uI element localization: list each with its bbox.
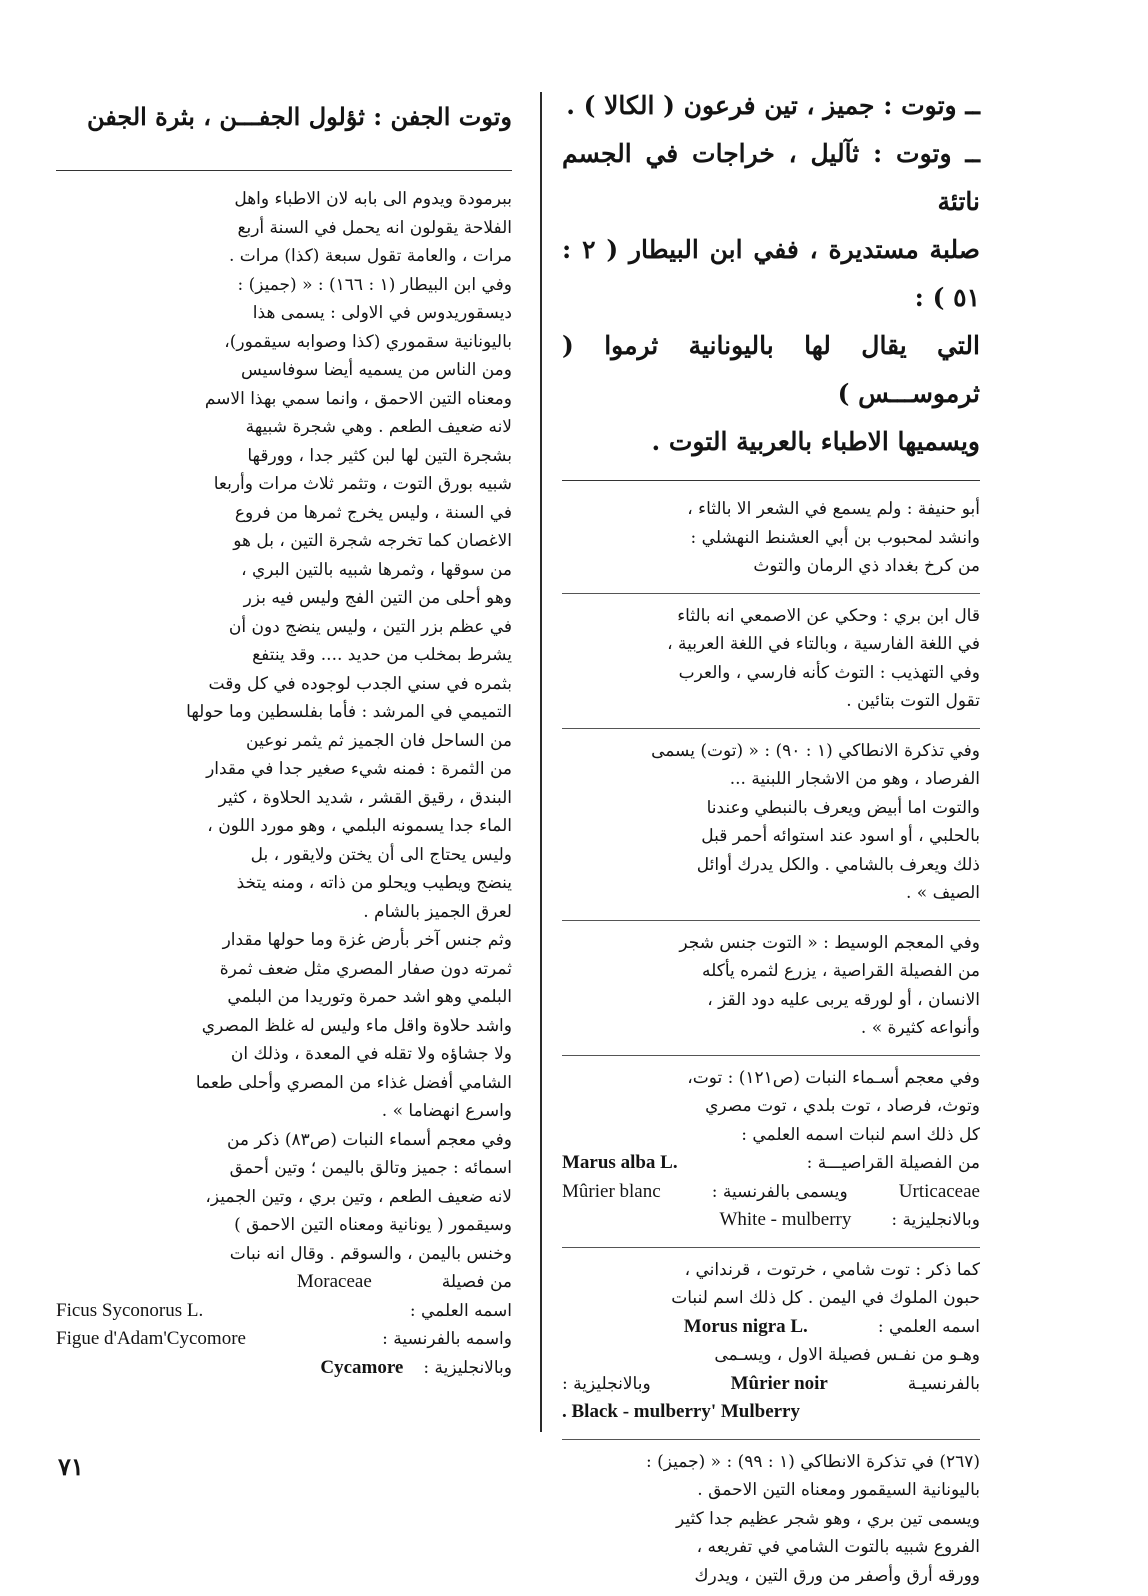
text-line: ديسقوريدوس في الاولى : يسمى هذا xyxy=(56,299,512,328)
right-header-line: ويسميها الاطباء بالعربية التوت . xyxy=(562,418,980,466)
english-label: وبالانجليزية : xyxy=(891,1206,980,1235)
text-line xyxy=(56,1325,512,1354)
sci-label: اسمه العلمي : xyxy=(878,1313,980,1342)
paragraph-ibn-barri xyxy=(562,598,980,722)
text-line: البندق ، رقيق القشر ، شديد الحلاوة ، كثير xyxy=(56,784,512,813)
text-line: ببرمودة ويدوم الى بابه لان الاطباء واهل xyxy=(56,185,512,214)
text-line: حبون الملوك في اليمن . كل ذلك اسم لنبات xyxy=(562,1284,980,1313)
latin-name: Mûrier blanc xyxy=(562,1178,661,1207)
header-rule xyxy=(56,170,512,171)
paragraph-antaki xyxy=(562,733,980,914)
text-line xyxy=(562,1313,980,1342)
text-line: الماء جدا يسمونه البلمي ، وهو مورد اللون ، xyxy=(56,812,512,841)
right-header-line: التي يقال لها باليونانية ثرموا ( ثرموســـس ) xyxy=(562,322,980,418)
page-number: ٧١ xyxy=(58,1452,84,1481)
left-body xyxy=(56,185,512,1382)
text-line: وهو أحلى من التين الفج وليس فيه بزر xyxy=(56,584,512,613)
text-line: من الفصيلة القراصية ، يزرع لثمره يأكله xyxy=(562,957,980,986)
text-line: وتوث، فرصاد ، توت بلدي ، توت مصري xyxy=(562,1092,980,1121)
text-line: من سوقها ، وثمرها شبيه بالتين البري ، xyxy=(56,556,512,585)
latin-name: Urticaceae xyxy=(899,1178,980,1207)
text-line: اسمائه : جميز وتالق باليمن ؛ وتين أحمق xyxy=(56,1154,512,1183)
text-line: ومن الناس من يسميه أيضا سوفاسيس xyxy=(56,356,512,385)
text-line: من الساحل فان الجميز ثم يثمر نوعين xyxy=(56,727,512,756)
paragraph-abu-hanifa xyxy=(562,491,980,587)
footnote-267 xyxy=(562,1444,980,1596)
text-line: واسرع انهضاما » . xyxy=(56,1097,512,1126)
text-line: شبيه بورق التوت ، وتثمر ثلاث مرات وأربعا xyxy=(56,470,512,499)
text-line: من كرخ بغداد ذي الرمان والتوث xyxy=(562,552,980,581)
latin-name: Moraceae xyxy=(297,1268,372,1297)
text-line: أبو حنيفة : ولم يسمع في الشعر الا بالثاء ، xyxy=(562,495,980,524)
latin-name: Morus nigra L. xyxy=(684,1313,808,1342)
text-line: وفي معجم أسماء النبات (ص٨٣) ذكر من xyxy=(56,1126,512,1155)
text-line: ويسمى تين بري ، وهو شجر عظيم جدا كثير xyxy=(562,1505,980,1534)
right-header xyxy=(562,82,980,466)
text-line: بشجرة التين لها لبن كثير جدا ، وورقها xyxy=(56,442,512,471)
text-line xyxy=(562,1178,980,1207)
text-line xyxy=(562,1398,980,1427)
paragraph-shami xyxy=(562,1252,980,1433)
latin-name: . Black - mulberry' Mulberry xyxy=(562,1398,800,1427)
right-column xyxy=(562,82,980,1596)
text-line: وسيقمور ( يونانية ومعناه التين الاحمق ) xyxy=(56,1211,512,1240)
text-line: (٢٦٧) في تذكرة الانطاكي (١ : ٩٩) : « (جميز) : xyxy=(562,1448,980,1477)
family-label: من الفصيلة القراصيـــة : xyxy=(807,1149,980,1178)
separator xyxy=(562,1439,980,1440)
text-line: واشد حلاوة واقل ماء وليس له غلظ المصري xyxy=(56,1012,512,1041)
text-line: في السنة ، وليس يخرج ثمرها من فروع xyxy=(56,499,512,528)
text-line: والتوت اما أبيض ويعرف بالنبطي وعندنا xyxy=(562,794,980,823)
text-line: باليونانية سقموري (كذا وصوابه سيقمور)، xyxy=(56,328,512,357)
latin-name: Marus alba L. xyxy=(562,1149,678,1178)
text-line: الفلاحة يقولون انه يحمل في السنة أربع xyxy=(56,214,512,243)
text-line: وليس يحتاج الى أن يختن ولايقور ، بل xyxy=(56,841,512,870)
right-header-line: ــ وتوت : ثآليل ، خراجات في الجسم ناتئة xyxy=(562,130,980,226)
text-line: لعرق الجميز بالشام . xyxy=(56,898,512,927)
latin-name: Ficus Syconorus L. xyxy=(56,1297,203,1326)
text-line: مرات ، والعامة تقول سبعة (كذا) مرات . xyxy=(56,242,512,271)
right-header-line: ــ وتوت : جميز ، تين فرعون ( الكالا ) . xyxy=(562,82,980,130)
sci-label: اسمه العلمي : xyxy=(410,1297,512,1326)
text-line: الانسان ، أو لورقه يربى عليه دود القز ، xyxy=(562,986,980,1015)
header-rule xyxy=(562,480,980,481)
text-line: وثم جنس آخر بأرض غزة وما حولها مقدار xyxy=(56,926,512,955)
latin-name: Cycamore xyxy=(320,1354,403,1383)
separator xyxy=(562,593,980,594)
english-label: وبالانجليزية : xyxy=(423,1354,512,1383)
text-line: وفي تذكرة الانطاكي (١ : ٩٠) : « (توت) يسمى xyxy=(562,737,980,766)
french-label: واسمه بالفرنسية : xyxy=(382,1325,512,1354)
text-line: وفي معجم أسـماء النبات (ص١٢١) : توت، xyxy=(562,1064,980,1093)
text-line: وخنس باليمن ، والسوقم . وقال انه نبات xyxy=(56,1240,512,1269)
text-line xyxy=(562,1149,980,1178)
text-line: وهـو من نفـس فصيلة الاول ، ويسـمى xyxy=(562,1341,980,1370)
text-line: تقول التوت بتائين . xyxy=(562,687,980,716)
left-header xyxy=(56,94,512,140)
text-line: بثمره في سني الجدب لوجوده في كل وقت xyxy=(56,670,512,699)
text-line: الفروع شبيه بالتوت الشامي في تفريعه ، xyxy=(562,1533,980,1562)
text-line: وأنواعه كثيرة » . xyxy=(562,1014,980,1043)
paragraph-plant-names xyxy=(562,1060,980,1241)
text-line xyxy=(562,1206,980,1235)
text-line xyxy=(56,1268,512,1297)
text-line: ومعناه التين الاحمق ، وانما سمي بهذا الاسم xyxy=(56,385,512,414)
text-line: قال ابن بري : وحكي عن الاصمعي انه بالثاء xyxy=(562,602,980,631)
text-line: وورقه أرق وأصفر من ورق التين ، ويدرك xyxy=(562,1562,980,1591)
text-line: كما ذكر : توت شامي ، خرتوت ، قرنداني ، xyxy=(562,1256,980,1285)
text-line: بالحلبي ، أو اسود عند استوائه أحمر قبل xyxy=(562,822,980,851)
latin-name: Figue d'Adam'Cycomore xyxy=(56,1325,246,1354)
latin-name: Mûrier noir xyxy=(731,1370,828,1399)
text-line: وفي المعجم الوسيط : « التوت جنس شجر xyxy=(562,929,980,958)
text-line: وانشد لمحبوب بن أبي العشنط النهشلي : xyxy=(562,524,980,553)
text-line: من الثمرة : فمنه شيء صغير جدا في مقدار xyxy=(56,755,512,784)
text-line: البلمي وهو اشد حمرة وتوريدا من البلمي xyxy=(56,983,512,1012)
paragraph-wasit xyxy=(562,925,980,1049)
family-label: من فصيلة xyxy=(442,1268,512,1297)
text-line: باليونانية السيقمور ومعناه التين الاحمق . xyxy=(562,1476,980,1505)
english-label: وبالانجليزية : xyxy=(562,1370,651,1399)
text-line: الصيف » . xyxy=(562,879,980,908)
separator xyxy=(562,1055,980,1056)
separator xyxy=(562,1247,980,1248)
text-line: ينضج ويطيب ويحلو من ذاته ، ومنه يتخذ xyxy=(56,869,512,898)
right-body xyxy=(562,491,980,1596)
text-line xyxy=(562,1370,980,1399)
text-line: ذلك ويعرف بالشامي . والكل يدرك أوائل xyxy=(562,851,980,880)
text-line: لانه ضعيف الطعم . وهي شجرة شبيهة xyxy=(56,413,512,442)
right-header-line: صلبة مستديرة ، ففي ابن البيطار ( ٢ : ٥١ ) : xyxy=(562,226,980,322)
text-line: التميمي في المرشد : فأما بفلسطين وما حولها xyxy=(56,698,512,727)
left-column xyxy=(56,94,512,1382)
text-line: الشامي أفضل غذاء من المصري وأحلى طعما xyxy=(56,1069,512,1098)
text-line: وفي التهذيب : التوث كأنه فارسي ، والعرب xyxy=(562,659,980,688)
separator xyxy=(562,728,980,729)
latin-name: White - mulberry xyxy=(719,1206,851,1235)
french-label: ويسمى بالفرنسية : xyxy=(712,1178,848,1207)
text-line: في اللغة الفارسية ، وبالتاء في اللغة العربية ، xyxy=(562,630,980,659)
text-line: ثمرته دون صفار المصري مثل ضعف ثمرة xyxy=(56,955,512,984)
text-line: الفرصاد ، وهو من الاشجار اللبنية ... xyxy=(562,765,980,794)
left-header-line: وتوت الجفن : ثؤلول الجفـــن ، بثرة الجفن xyxy=(56,94,512,140)
text-line: في عظم بزر التين ، وليس ينضج دون أن xyxy=(56,613,512,642)
text-line: يشرط بمخلب من حديد .... وقد ينتفع xyxy=(56,641,512,670)
text-line: الاغصان كما تخرجه شجرة التين ، بل هو xyxy=(56,527,512,556)
text-line: وفي ابن البيطار (١ : ١٦٦) : « (جميز) : xyxy=(56,271,512,300)
column-divider xyxy=(540,92,542,1432)
separator xyxy=(562,920,980,921)
text-line: كل ذلك اسم لنبات اسمه العلمي : xyxy=(562,1121,980,1150)
text-line xyxy=(56,1354,512,1383)
text-line: ولا جشاؤه ولا تقله في المعدة ، وذلك ان xyxy=(56,1040,512,1069)
text-line: لانه ضعيف الطعم ، وتين بري ، وتين الجميز، xyxy=(56,1183,512,1212)
text-line xyxy=(56,1297,512,1326)
french-label: بالفرنسيـة xyxy=(908,1370,980,1399)
